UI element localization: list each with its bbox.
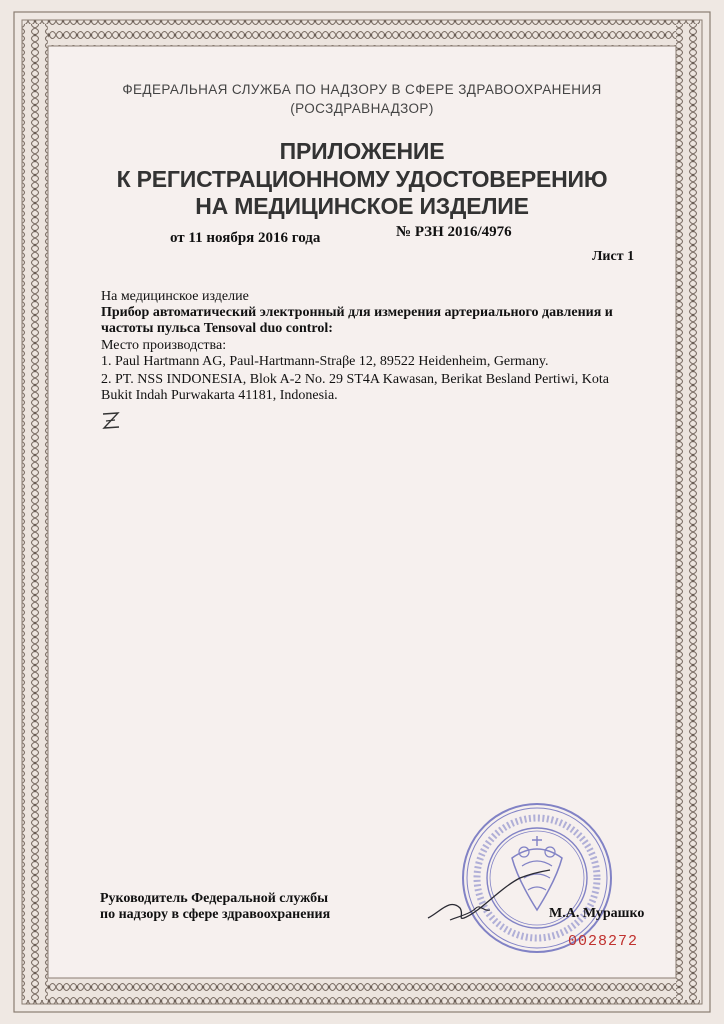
manufacture-place-2-line1: 2. PT. NSS INDONESIA, Blok A-2 No. 29 ST4A Kawasan, Berikat Besland Pertiwi, Kota bbox=[101, 372, 609, 387]
agency-abbreviation: (РОСЗДРАВНАДЗОР) bbox=[290, 101, 434, 116]
manufacture-place-2-line2: Bukit Indah Purwakarta 41181, Indonesia. bbox=[101, 388, 338, 403]
agency-name: ФЕДЕРАЛЬНАЯ СЛУЖБА ПО НАДЗОРУ В СФЕРЕ ЗДРАВООХРАНЕНИЯ bbox=[122, 82, 602, 97]
date-line bbox=[170, 230, 320, 247]
device-name-line2: частоты пульса Tensoval duo control: bbox=[101, 321, 333, 336]
issue-date: 11 ноября 2016 года bbox=[188, 230, 321, 246]
document-title-line3: НА МЕДИЦИНСКОЕ ИЗДЕЛИЕ bbox=[195, 193, 529, 219]
registration-number: РЗН 2016/4976 bbox=[414, 224, 512, 240]
end-of-text-mark bbox=[100, 410, 122, 432]
date-prefix: от bbox=[170, 230, 185, 246]
sheet-number: Лист 1 bbox=[592, 249, 635, 264]
place-label: Место производства: bbox=[101, 338, 227, 353]
document-title-line1: ПРИЛОЖЕНИЕ bbox=[279, 138, 445, 164]
signatory-position-line2: по надзору в сфере здравоохранения bbox=[100, 907, 331, 922]
handwritten-signature bbox=[420, 868, 560, 928]
device-label: На медицинское изделие bbox=[101, 289, 249, 304]
serial-number: 0028272 bbox=[568, 933, 639, 950]
signatory-position-line1: Руководитель Федеральной службы bbox=[100, 891, 329, 906]
document-title-line2: К РЕГИСТРАЦИОННОМУ УДОСТОВЕРЕНИЮ bbox=[116, 166, 608, 192]
number-sign: № bbox=[396, 224, 412, 240]
registration-number-line bbox=[396, 224, 512, 241]
device-name-line1: Прибор автоматический электронный для измерения артериального давления и bbox=[101, 305, 613, 320]
manufacture-place-1: 1. Paul Hartmann AG, Paul-Hartmann-Straβe 12, 89522 Heidenheim, Germany. bbox=[101, 354, 549, 369]
signatory-name: М.А. Мурашко bbox=[549, 906, 645, 921]
